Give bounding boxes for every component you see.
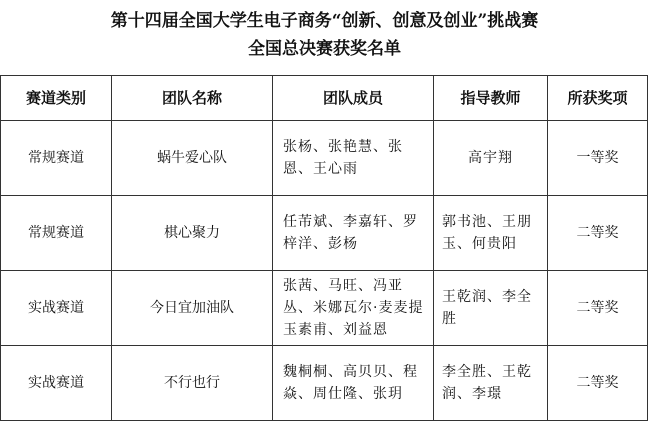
table-row (1, 346, 648, 421)
cell-team: 蜗牛爱心队 (112, 121, 273, 196)
header-team: 团队名称 (112, 76, 273, 121)
header-members: 团队成员 (273, 76, 434, 121)
document-title (0, 0, 649, 72)
awards-table (0, 75, 648, 421)
header-award: 所获奖项 (548, 76, 648, 121)
table-header-row (1, 76, 648, 121)
cell-team: 不行也行 (112, 346, 273, 421)
cell-award: 一等奖 (548, 121, 648, 196)
cell-award: 二等奖 (548, 196, 648, 271)
title-line-2: 全国总决赛获奖名单 (248, 39, 401, 59)
header-track: 赛道类别 (1, 76, 112, 121)
cell-advisor: 李全胜、王乾润、李璟 (434, 346, 548, 421)
header-advisor: 指导教师 (434, 76, 548, 121)
cell-members: 张茜、马旺、冯亚丛、米娜瓦尔·麦麦提玉素甫、刘益恩 (273, 271, 434, 346)
cell-members: 张杨、张艳慧、张恩、王心雨 (273, 121, 434, 196)
title-line-1: 第十四届全国大学生电子商务“创新、创意及创业”挑战赛 (110, 11, 539, 31)
cell-track: 实战赛道 (1, 346, 112, 421)
cell-advisor: 王乾润、李全胜 (434, 271, 548, 346)
table-row (1, 271, 648, 346)
cell-advisor: 高宇翔 (434, 121, 548, 196)
table-row (1, 121, 648, 196)
table-row (1, 196, 648, 271)
cell-advisor: 郭书池、王朋玉、何贵阳 (434, 196, 548, 271)
cell-award: 二等奖 (548, 271, 648, 346)
cell-team: 今日宜加油队 (112, 271, 273, 346)
cell-members: 任芾斌、李嘉轩、罗梓洋、彭杨 (273, 196, 434, 271)
cell-members: 魏桐桐、高贝贝、程焱、周仕隆、张玥 (273, 346, 434, 421)
cell-track: 实战赛道 (1, 271, 112, 346)
cell-team: 棋心聚力 (112, 196, 273, 271)
cell-track: 常规赛道 (1, 196, 112, 271)
cell-award: 二等奖 (548, 346, 648, 421)
cell-track: 常规赛道 (1, 121, 112, 196)
